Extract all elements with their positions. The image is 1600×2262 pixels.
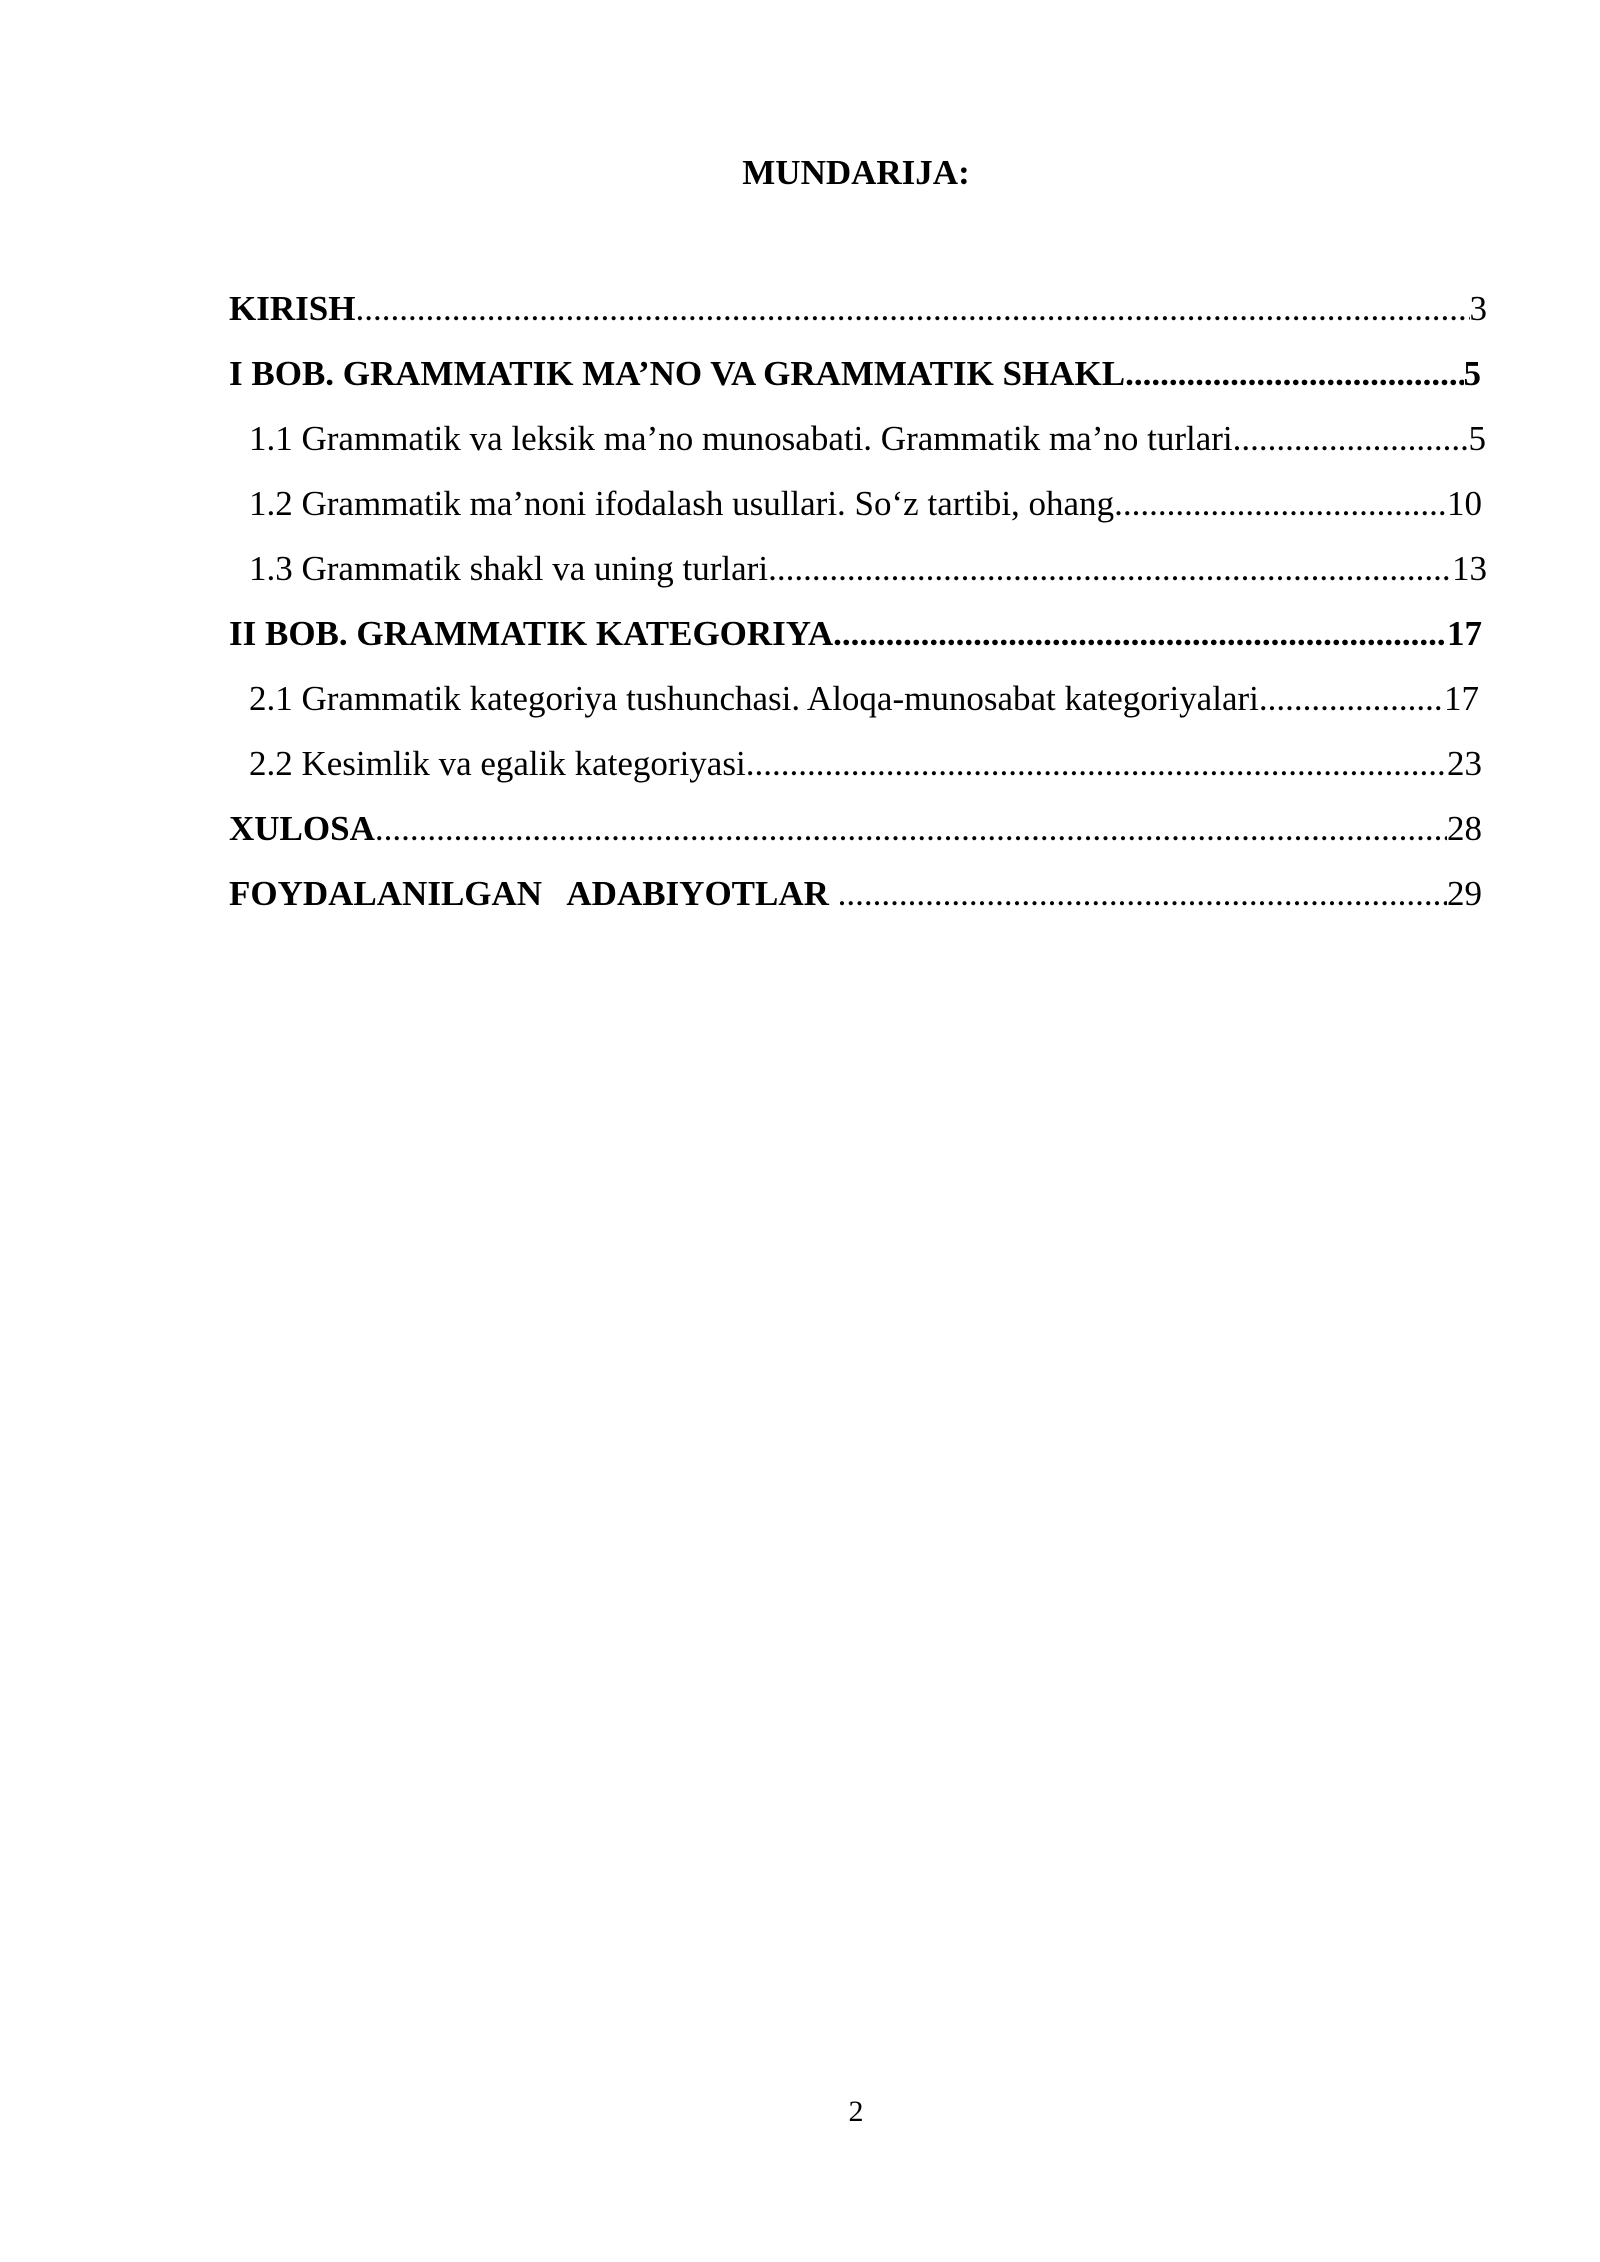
toc-dot-leader bbox=[1114, 479, 1447, 529]
toc-page-number: 13 bbox=[1452, 549, 1487, 588]
toc-entry-label: KIRISH bbox=[229, 289, 356, 328]
toc-entry-label: II BOB. GRAMMATIK KATEGORIYA bbox=[229, 614, 834, 653]
toc-entry-chapter-2[interactable] bbox=[229, 609, 1482, 659]
toc-page-number: 17 bbox=[1444, 679, 1479, 718]
toc-entry-label: 1.1 Grammatik va leksik ma’no munosabati. Grammatik ma’no turlari bbox=[249, 419, 1233, 458]
toc-page-number: 23 bbox=[1447, 744, 1482, 783]
toc-dot-leader bbox=[746, 739, 1447, 789]
toc-dot-leader bbox=[768, 544, 1452, 594]
toc-entry-label: FOYDALANILGAN ADABIYOTLAR bbox=[229, 874, 838, 913]
toc-entry-section-1-3[interactable] bbox=[249, 544, 1487, 594]
toc-page-number: 17 bbox=[1447, 614, 1482, 653]
toc-entry-section-2-2[interactable] bbox=[249, 739, 1482, 789]
toc-entry-label: XULOSA bbox=[229, 809, 375, 848]
toc-dot-leader bbox=[375, 804, 1447, 854]
toc-entry-section-1-1[interactable] bbox=[249, 414, 1486, 464]
toc-entry-kirish[interactable] bbox=[229, 284, 1487, 334]
toc-entry-xulosa[interactable] bbox=[229, 804, 1482, 854]
toc-entry-section-1-2[interactable] bbox=[249, 479, 1482, 529]
toc-page-number: 5 bbox=[1463, 354, 1481, 393]
toc-entry-label: I BOB. GRAMMATIK MA’NO VA GRAMMATIK SHAKL bbox=[229, 354, 1126, 393]
toc-entry-label: 2.2 Kesimlik va egalik kategoriyasi bbox=[249, 744, 746, 783]
toc-entry-section-2-1[interactable] bbox=[249, 674, 1479, 724]
toc-page-number: 29 bbox=[1447, 874, 1482, 913]
toc-entry-references[interactable] bbox=[229, 869, 1482, 919]
toc-dot-leader bbox=[1125, 349, 1463, 399]
toc-dot-leader bbox=[838, 869, 1447, 919]
toc-entry-label: 1.3 Grammatik shakl va uning turlari bbox=[249, 549, 769, 588]
page-number: 2 bbox=[848, 2095, 864, 2128]
toc-page-number: 10 bbox=[1447, 484, 1482, 523]
toc-entry-label: 1.2 Grammatik ma’noni ifodalash usullari. So‘z tartibi, ohang bbox=[249, 484, 1115, 523]
toc-dot-leader bbox=[355, 284, 1469, 334]
toc-page-number: 28 bbox=[1447, 809, 1482, 848]
toc-entry-chapter-1[interactable] bbox=[229, 349, 1481, 399]
toc-entry-label: 2.1 Grammatik kategoriya tushunchasi. Aloqa-munosabat kategoriyalari bbox=[249, 679, 1259, 718]
toc-dot-leader bbox=[1259, 674, 1444, 724]
toc-page-number: 5 bbox=[1468, 419, 1486, 458]
page-title: MUNDARIJA: bbox=[742, 153, 970, 192]
toc-page-number: 3 bbox=[1469, 289, 1487, 328]
toc-dot-leader bbox=[1233, 414, 1469, 464]
toc-dot-leader bbox=[833, 609, 1447, 659]
